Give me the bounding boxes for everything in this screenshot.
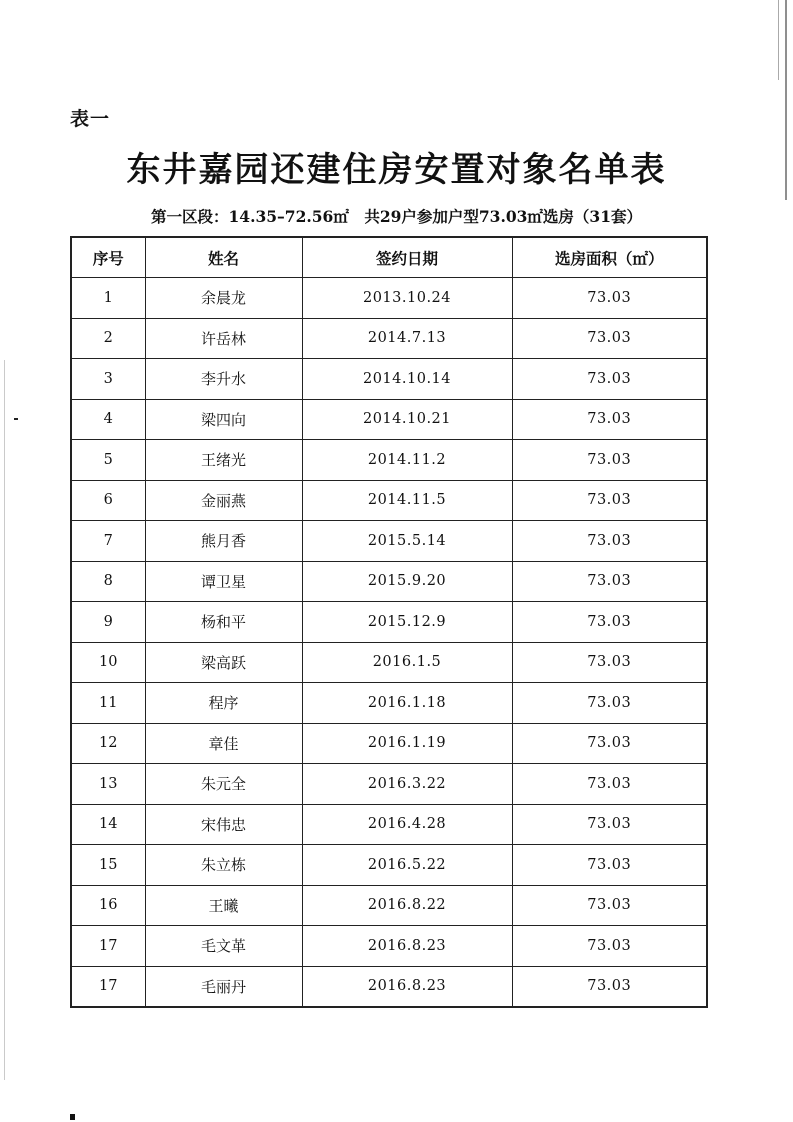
selected-area: 73.03 bbox=[512, 440, 707, 481]
resident-name: 许岳林 bbox=[145, 318, 302, 359]
sign-date: 2014.11.2 bbox=[302, 440, 512, 481]
header-area: 选房面积（㎡） bbox=[512, 237, 707, 278]
row-number: 17 bbox=[71, 966, 145, 1007]
row-number: 10 bbox=[71, 642, 145, 683]
row-number: 13 bbox=[71, 764, 145, 805]
selected-area: 73.03 bbox=[512, 642, 707, 683]
sign-date: 2016.3.22 bbox=[302, 764, 512, 805]
sign-date: 2015.9.20 bbox=[302, 561, 512, 602]
resettlement-roster-table bbox=[70, 236, 708, 1008]
sign-date: 2014.10.14 bbox=[302, 359, 512, 400]
table-row bbox=[71, 399, 707, 440]
resident-name: 毛文革 bbox=[145, 926, 302, 967]
sign-date: 2014.11.5 bbox=[302, 480, 512, 521]
selected-area: 73.03 bbox=[512, 966, 707, 1007]
row-number: 8 bbox=[71, 561, 145, 602]
scan-edge-mark bbox=[778, 0, 779, 80]
selected-area: 73.03 bbox=[512, 318, 707, 359]
row-number: 12 bbox=[71, 723, 145, 764]
header-sign-date: 签约日期 bbox=[302, 237, 512, 278]
row-number: 2 bbox=[71, 318, 145, 359]
selected-area: 73.03 bbox=[512, 278, 707, 319]
resident-name: 谭卫星 bbox=[145, 561, 302, 602]
table-row bbox=[71, 926, 707, 967]
selected-area: 73.03 bbox=[512, 764, 707, 805]
scan-speck bbox=[70, 1114, 75, 1120]
table-row bbox=[71, 642, 707, 683]
selected-area: 73.03 bbox=[512, 723, 707, 764]
resident-name: 余晨龙 bbox=[145, 278, 302, 319]
sign-date: 2016.8.23 bbox=[302, 926, 512, 967]
row-number: 4 bbox=[71, 399, 145, 440]
table-row bbox=[71, 966, 707, 1007]
selected-area: 73.03 bbox=[512, 399, 707, 440]
row-number: 5 bbox=[71, 440, 145, 481]
table-row bbox=[71, 845, 707, 886]
table-row bbox=[71, 885, 707, 926]
row-number: 16 bbox=[71, 885, 145, 926]
table-body bbox=[71, 278, 707, 1008]
sign-date: 2015.5.14 bbox=[302, 521, 512, 562]
table-row bbox=[71, 804, 707, 845]
table-row bbox=[71, 278, 707, 319]
resident-name: 章佳 bbox=[145, 723, 302, 764]
sign-date: 2016.8.23 bbox=[302, 966, 512, 1007]
document-title: 东井嘉园还建住房安置对象名单表 bbox=[126, 150, 667, 190]
header-number: 序号 bbox=[71, 237, 145, 278]
resident-name: 朱立栋 bbox=[145, 845, 302, 886]
resident-name: 杨和平 bbox=[145, 602, 302, 643]
selected-area: 73.03 bbox=[512, 480, 707, 521]
sign-date: 2013.10.24 bbox=[302, 278, 512, 319]
table-row bbox=[71, 602, 707, 643]
row-number: 15 bbox=[71, 845, 145, 886]
sign-date: 2016.1.19 bbox=[302, 723, 512, 764]
resident-name: 金丽燕 bbox=[145, 480, 302, 521]
selected-area: 73.03 bbox=[512, 602, 707, 643]
selected-area: 73.03 bbox=[512, 845, 707, 886]
sign-date: 2014.10.21 bbox=[302, 399, 512, 440]
sign-date: 2015.12.9 bbox=[302, 602, 512, 643]
resident-name: 朱元全 bbox=[145, 764, 302, 805]
table-row bbox=[71, 764, 707, 805]
selected-area: 73.03 bbox=[512, 804, 707, 845]
row-number: 11 bbox=[71, 683, 145, 724]
table-row bbox=[71, 561, 707, 602]
table-row bbox=[71, 683, 707, 724]
selected-area: 73.03 bbox=[512, 926, 707, 967]
row-number: 17 bbox=[71, 926, 145, 967]
resident-name: 毛丽丹 bbox=[145, 966, 302, 1007]
resident-name: 王曦 bbox=[145, 885, 302, 926]
row-number: 14 bbox=[71, 804, 145, 845]
resident-name: 熊月香 bbox=[145, 521, 302, 562]
selected-area: 73.03 bbox=[512, 561, 707, 602]
resident-name: 梁四向 bbox=[145, 399, 302, 440]
scan-speck bbox=[14, 418, 18, 420]
row-number: 9 bbox=[71, 602, 145, 643]
row-number: 1 bbox=[71, 278, 145, 319]
row-number: 6 bbox=[71, 480, 145, 521]
selected-area: 73.03 bbox=[512, 359, 707, 400]
sign-date: 2016.1.18 bbox=[302, 683, 512, 724]
sign-date: 2014.7.13 bbox=[302, 318, 512, 359]
resident-name: 宋伟忠 bbox=[145, 804, 302, 845]
row-number: 3 bbox=[71, 359, 145, 400]
header-row bbox=[71, 237, 707, 278]
selected-area: 73.03 bbox=[512, 683, 707, 724]
table-row bbox=[71, 480, 707, 521]
sign-date: 2016.4.28 bbox=[302, 804, 512, 845]
table-row bbox=[71, 318, 707, 359]
table-row bbox=[71, 723, 707, 764]
selected-area: 73.03 bbox=[512, 521, 707, 562]
table-row bbox=[71, 521, 707, 562]
resident-name: 程序 bbox=[145, 683, 302, 724]
resident-name: 王绪光 bbox=[145, 440, 302, 481]
header-name: 姓名 bbox=[145, 237, 302, 278]
sign-date: 2016.8.22 bbox=[302, 885, 512, 926]
scan-edge-mark bbox=[4, 360, 5, 1080]
row-number: 7 bbox=[71, 521, 145, 562]
table-label: 表一 bbox=[70, 108, 111, 130]
selected-area: 73.03 bbox=[512, 885, 707, 926]
table-header bbox=[71, 237, 707, 278]
table-row bbox=[71, 359, 707, 400]
document-subtitle: 第一区段：14.35–72.56㎡ 共29户参加户型73.03㎡选房（31套） bbox=[151, 207, 642, 226]
resident-name: 李升水 bbox=[145, 359, 302, 400]
resident-name: 梁高跃 bbox=[145, 642, 302, 683]
table-row bbox=[71, 440, 707, 481]
sign-date: 2016.1.5 bbox=[302, 642, 512, 683]
sign-date: 2016.5.22 bbox=[302, 845, 512, 886]
